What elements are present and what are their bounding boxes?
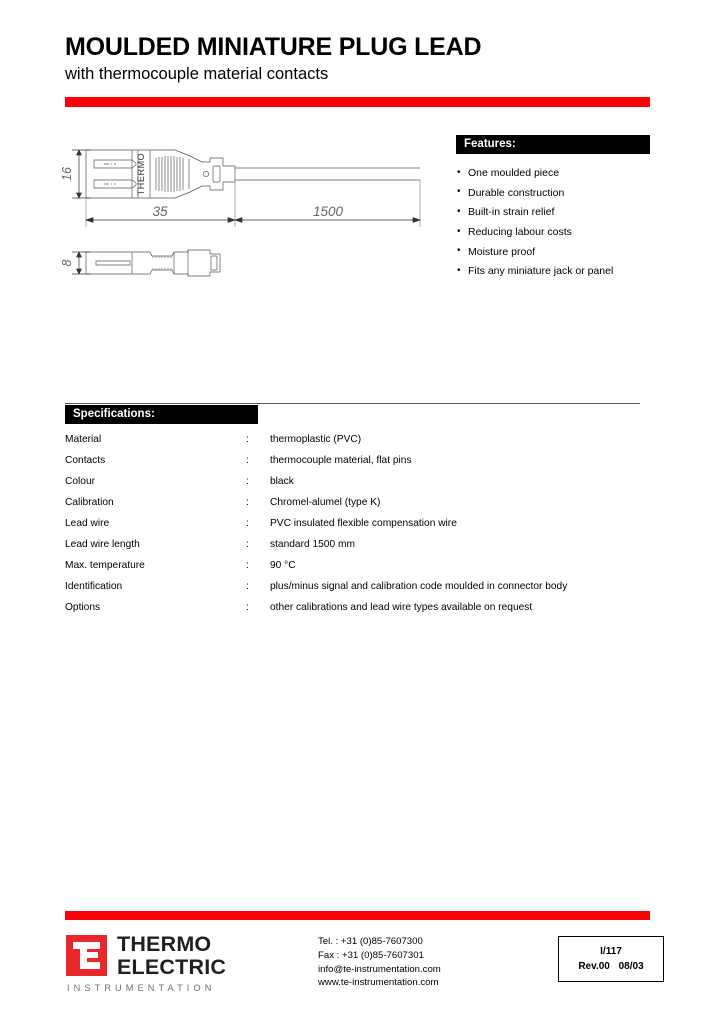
te-monogram-icon: [66, 935, 107, 976]
table-row: [65, 518, 665, 539]
dimension-height-side: 8: [60, 259, 74, 267]
features-header: Features:: [456, 135, 650, 154]
logo-tagline: INSTRUMENTATION: [67, 983, 216, 994]
spec-label: Colour: [65, 476, 96, 487]
contact-website[interactable]: www.te-instrumentation.com: [318, 977, 439, 989]
spec-separator: :: [246, 434, 249, 445]
feature-item: • Reducing labour costs: [456, 227, 650, 238]
feature-item: • Moisture proof: [456, 247, 650, 258]
feature-item: • Built-in strain relief: [456, 207, 650, 218]
company-logo: [66, 934, 276, 993]
technical-drawing: [60, 132, 440, 307]
footer-red-divider: [65, 911, 650, 920]
logo-word-electric: ELECTRIC: [117, 955, 227, 980]
feature-item: • One moulded piece: [456, 168, 650, 179]
contact-details: [318, 935, 441, 990]
spec-separator: :: [246, 497, 249, 508]
specifications-rule: [65, 403, 640, 404]
table-row: [65, 560, 665, 581]
page-subtitle: with thermocouple material contacts: [65, 65, 329, 83]
page-title: MOULDED MINIATURE PLUG LEAD: [65, 33, 482, 61]
features-list: [456, 168, 650, 277]
spec-label: Max. temperature: [65, 560, 145, 571]
table-row: [65, 455, 665, 476]
spec-label: Identification: [65, 581, 123, 592]
spec-label: Material: [65, 434, 102, 445]
document-code: I/117: [600, 946, 622, 957]
contact-fax: Fax : +31 (0)85-7607301: [318, 949, 424, 961]
feature-item: • Fits any miniature jack or panel: [456, 266, 650, 277]
dimension-height-top: 16: [60, 167, 74, 181]
spec-value: PVC insulated flexible compensation wire: [270, 518, 457, 529]
spec-label: Options: [65, 602, 101, 613]
spec-value: thermoplastic (PVC): [270, 434, 362, 445]
spec-separator: :: [246, 518, 249, 529]
spec-label: Lead wire length: [65, 539, 140, 550]
spec-label: Calibration: [65, 497, 114, 508]
table-row: [65, 539, 665, 560]
spec-separator: :: [246, 455, 249, 466]
spec-label: Lead wire: [65, 518, 110, 529]
revision-date: 08/03: [618, 961, 644, 972]
spec-separator: :: [246, 581, 249, 592]
spec-separator: :: [246, 476, 249, 487]
table-row: [65, 602, 665, 623]
spec-value: plus/minus signal and calibration code moulded in connector body: [270, 581, 568, 592]
spec-value: Chromel-alumel (type K): [270, 497, 381, 508]
plug-body-label: THERMO: [136, 152, 146, 196]
table-row: [65, 497, 665, 518]
table-row: [65, 476, 665, 497]
contact-tel: Tel. : +31 (0)85-7607300: [318, 936, 423, 947]
logo-word-thermo: THERMO: [117, 932, 212, 956]
header-red-divider: [65, 97, 650, 107]
spec-value: 90 °C: [270, 560, 296, 571]
features-panel: [456, 135, 650, 286]
revision-number: Rev.00: [578, 961, 610, 972]
table-row: [65, 581, 665, 602]
spec-value: standard 1500 mm: [270, 539, 355, 550]
spec-value: other calibrations and lead wire types available on request: [270, 602, 533, 613]
spec-separator: :: [246, 539, 249, 550]
table-row: [65, 434, 665, 455]
specifications-table: [65, 434, 665, 623]
spec-label: Contacts: [65, 455, 106, 466]
spec-separator: :: [246, 602, 249, 613]
revision-box: [558, 936, 664, 982]
spec-value: thermocouple material, flat pins: [270, 455, 412, 466]
feature-item: • Durable construction: [456, 188, 650, 199]
spec-separator: :: [246, 560, 249, 571]
dimension-lead-length: 1500: [312, 204, 344, 219]
dimension-plug-length: 35: [152, 204, 168, 219]
title-block: [65, 34, 655, 85]
contact-email[interactable]: info@te-instrumentation.com: [318, 963, 441, 975]
spec-value: black: [270, 476, 294, 487]
specifications-header: Specifications:: [65, 405, 258, 424]
